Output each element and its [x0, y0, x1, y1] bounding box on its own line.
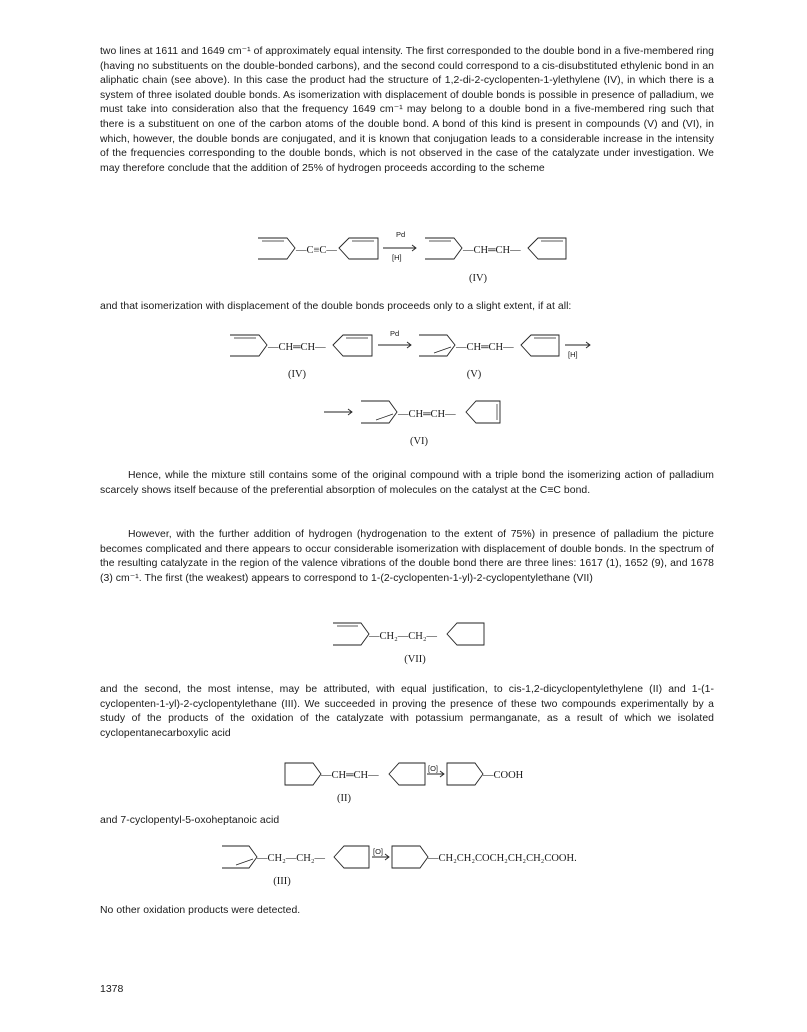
- paragraph-oxoheptanoic: and 7-cyclopentyl-5-oxoheptanoic acid: [100, 815, 280, 826]
- cyclopentane-ring-heptanoic: [392, 846, 428, 868]
- arrow-label-h-2: [H]: [568, 350, 578, 359]
- ethylene-linker-v: —CH═CH—: [456, 342, 514, 353]
- cyclopentene-ring-iv-right: [333, 335, 372, 356]
- scheme-vi-svg: [0, 395, 807, 455]
- scheme-oxidation-ii: [0, 760, 807, 805]
- arrow-label-pd-2: Pd: [390, 329, 400, 338]
- cyclopentene-ring-v-right: [521, 335, 559, 356]
- scheme-vi: [0, 395, 807, 455]
- cyclopentane-ring-ii-left: [285, 763, 321, 785]
- cyclopentene-ring-vii-left: [333, 623, 369, 645]
- cyclopentene-ring-iv-left: [230, 335, 267, 356]
- scheme-oxidation-iii-svg: [0, 843, 807, 893]
- cyclopentane-ring-vii-right: [447, 623, 484, 645]
- carboxyl-group: —COOH: [483, 770, 524, 781]
- scheme-vii: [0, 620, 807, 670]
- scheme-hydrogenation-svg: [0, 226, 807, 286]
- heptanoic-chain: —CH₂CH₂COCH₂CH₂CH₂COOH.: [428, 853, 577, 864]
- compound-label-ii: (II): [337, 793, 351, 804]
- paragraph-ir-lines: two lines at 1611 and 1649 cm⁻¹ of approximately equal intensity. The first corresponded to the double bond in a five-membered ring (having no substituents on the double-bonded carbons), and the second could correspond to a cis-disubstituted ethylenic bond in an aliphatic chain (see above). In this case the product had the structure of 1,2-di-2-cyclopenten-1-ylethylene (IV), in which there is a system of three isolated double bonds. As isomerization with displacement of double bonds is possible in presence of palladium, we must take into consideration also that the frequency 1649 cm⁻¹ may belong to a double bond in a five-membered ring such that there is a substituent on one of the carbon atoms of the double bond. A bond of this kind is present in compounds (V) and (VI), in which, however, the double bonds are conjugated, and it is known that conjugation leads to a considerable increase in the intensity of the frequencies corresponding to the double bonds, which is not observed in the case of the catalyzate under investigation. We may therefore conclude that the addition of 25% of hydrogen proceeds according to the scheme: [100, 46, 714, 174]
- arrow-label-h: [H]: [392, 253, 402, 262]
- cyclopentene-ring-vi-right: [466, 401, 500, 423]
- cyclopentene-ring-product-left: [425, 238, 462, 259]
- paragraph-isomerization: and that isomerization with displacement of the double bonds proceeds only to a slight extent, if at all:: [100, 301, 572, 312]
- cyclopentane-ring-iii-right: [334, 846, 369, 868]
- cyclopentane-ring-ii-right: [389, 763, 425, 785]
- arrow-label-o-2: [O]: [373, 847, 384, 856]
- ethylene-linker: —CH═CH—: [463, 245, 521, 256]
- paragraph-conclusion: No other oxidation products were detected.: [100, 905, 301, 916]
- compound-label-iv-2: (IV): [287, 369, 307, 380]
- scheme-isomerization-svg: [0, 330, 807, 390]
- compound-label-vii: (VII): [404, 654, 426, 665]
- scheme-oxidation-ii-svg: [0, 760, 807, 805]
- arrow-label-pd: Pd: [396, 230, 406, 239]
- compound-label-iii: (III): [273, 876, 291, 887]
- ethane-linker-iii: —CH₂—CH₂—: [257, 853, 325, 864]
- compound-label-iv: (IV): [468, 273, 488, 284]
- cyclopentane-ring-acid: [447, 763, 483, 785]
- cyclopentene-ring-vi-left: [361, 401, 397, 423]
- arrow-label-o: [O]: [428, 764, 439, 773]
- scheme-vii-svg: [0, 620, 807, 670]
- compound-label-vi: (VI): [409, 436, 429, 447]
- cyclopentene-ring-product-right: [528, 238, 566, 259]
- scheme-oxidation-iii: [0, 843, 807, 893]
- triple-bond-linker: —C≡C—: [296, 245, 337, 256]
- paragraph-palladium: Hence, while the mixture still contains some of the original compound with a triple bond the isomerizing action of palladium scarcely shows itself because of the preferential absorption of molecules on the catalyst at the C≡C bond.: [100, 470, 714, 496]
- page-number: 1378: [100, 983, 124, 995]
- cyclopentene-ring-iii-left: [222, 846, 257, 868]
- scheme-isomerization: [0, 330, 807, 390]
- cyclopentene-ring-v-left: [419, 335, 455, 356]
- compound-label-v: (V): [466, 369, 482, 380]
- paragraph-spectrum: However, with the further addition of hydrogen (hydrogenation to the extent of 75%) in presence of palladium the picture becomes complicated and there appears to occur considerable isomerization with displacement of double bonds. In the spectrum of the resulting catalyzate in the region of the valence vibrations of the double bond there are three lines: 1617 (1), 1652 (9), and 1678 (3) cm⁻¹. The first (the weakest) appears to correspond to 1-(2-cyclopenten-1-yl)-2-cyclopentylethane (VII): [100, 529, 714, 584]
- ethylene-linker-iv: —CH═CH—: [268, 342, 326, 353]
- paragraph-oxidation: and the second, the most intense, may be attributed, with equal justification, to cis-1,2-dicyclopentylethylene (II) and 1-(1-cyclopenten-1-yl)-2-cyclopentylethane (III). We succeeded in proving the presence of these two compounds experimentally by a study of the products of the oxidation of the catalyzate with potassium permanganate, as a result of which we isolated cyclopentanecarboxylic acid: [100, 684, 714, 739]
- ethane-linker-vii: —CH₂—CH₂—: [369, 631, 437, 642]
- cyclopentene-ring-left: [258, 238, 295, 259]
- cyclopentene-ring-right: [339, 238, 378, 259]
- ethylene-linker-ii: —CH═CH—: [321, 770, 379, 781]
- ethylene-linker-vi: —CH═CH—: [398, 409, 456, 420]
- scheme-hydrogenation: [0, 226, 807, 286]
